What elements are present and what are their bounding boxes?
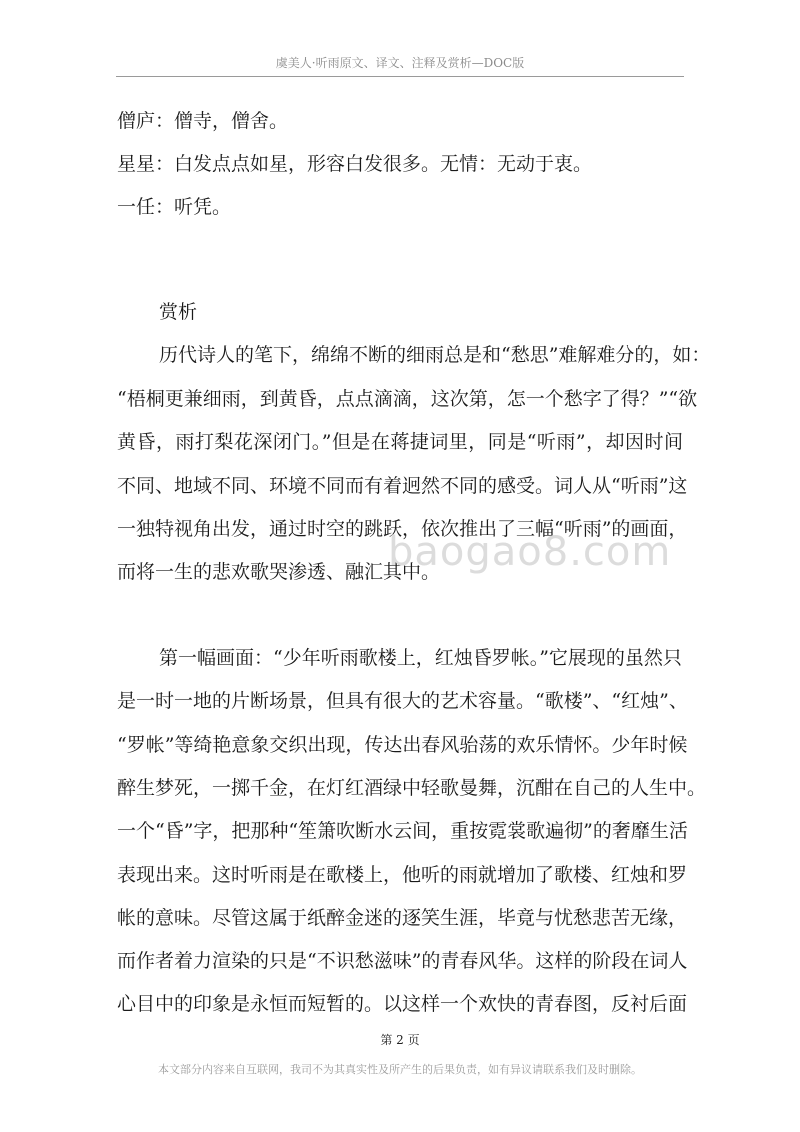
header-divider — [116, 76, 684, 77]
paragraph-line: 而作者着力渲染的只是“不识愁滋味”的青春风华。这样的阶段在词人 — [117, 950, 688, 972]
section-title: 赏析 — [159, 301, 198, 323]
paragraph-line: 是一时一地的片断场景，但具有很大的艺术容量。“歌楼”、“红烛”、 — [117, 690, 688, 712]
note-line: 一任：听凭。 — [117, 196, 232, 218]
paragraph-line: “罗帐”等绮艳意象交织出现，传达出春风骀荡的欢乐情怀。少年时候 — [117, 734, 688, 756]
note-line: 星星：白发点点如星，形容白发很多。无情：无动于衷。 — [117, 153, 593, 175]
page-number: 第 2 页 — [380, 1033, 420, 1047]
paragraph-line: “梧桐更兼细雨，到黄昏，点点滴滴，这次第，怎一个愁字了得？”“欲 — [117, 388, 698, 410]
paragraph-line: 帐的意味。尽管这属于纸醉金迷的逐笑生涯，毕竟与忧愁悲苦无缘， — [117, 907, 688, 929]
watermark: baogao8.com — [388, 529, 672, 575]
paragraph-line: 第一幅画面：“少年听雨歌楼上，红烛昏罗帐。”它展现的虽然只 — [159, 647, 682, 669]
paragraph-line: 黄昏，雨打梨花深闭门。”但是在蒋捷词里，同是“听雨”，却因时间 — [117, 431, 683, 453]
paragraph-line: 醉生梦死，一掷千金，在灯红酒绿中轻歌曼舞，沉酣在自己的人生中。 — [117, 777, 707, 799]
note-line: 僧庐：僧寺，僧舍。 — [117, 110, 289, 132]
page-header-title: 虞美人·听雨原文、译文、注释及赏析—DOC版 — [275, 56, 525, 70]
paragraph-line: 表现出来。这时听雨是在歌楼上，他听的雨就增加了歌楼、红烛和罗 — [117, 864, 688, 886]
paragraph-line: 一独特视角出发，通过时空的跳跃，依次推出了三幅“听雨”的画面， — [117, 518, 688, 540]
paragraph-line: 不同、地域不同、环境不同而有着迥然不同的感受。词人从“听雨”这 — [117, 475, 688, 497]
paragraph-line: 一个“昏”字，把那种“笙箫吹断水云间，重按霓裳歌遍彻”的奢靡生活 — [117, 820, 688, 842]
paragraph-line: 历代诗人的笔下，绵绵不断的细雨总是和“愁思”难解难分的，如： — [159, 344, 711, 366]
paragraph-line: 而将一生的悲欢歌哭渗透、融汇其中。 — [117, 561, 441, 583]
footer-disclaimer: 本文部分内容来自互联网，我司不为其真实性及所产生的后果负责，如有异议请联系我们及时删除。 — [158, 1063, 642, 1076]
paragraph-line: 心目中的印象是永恒而短暂的。以这样一个欢快的青春图，反衬后面 — [117, 993, 688, 1015]
